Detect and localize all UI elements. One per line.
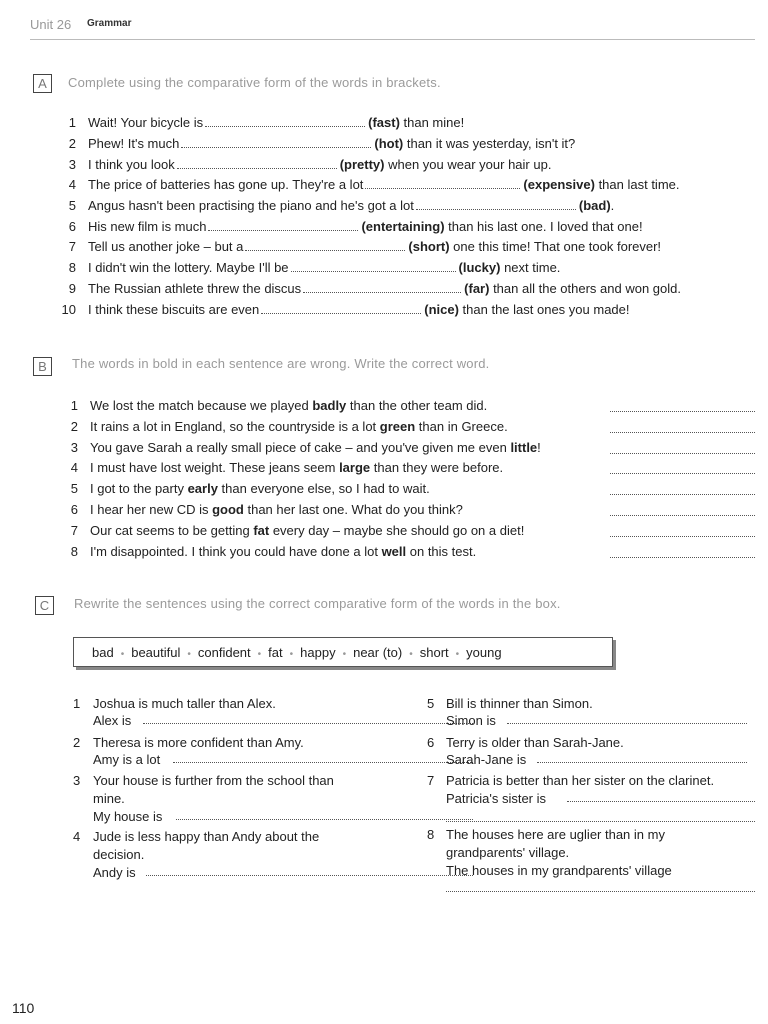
a-text-after: than all the others and won gold. — [489, 281, 681, 296]
item-number: 5 — [70, 481, 78, 496]
item-number: 1 — [73, 696, 81, 711]
a-text-after: when you wear your hair up. — [384, 157, 552, 172]
item-number: 7 — [68, 239, 76, 254]
b-text-before: You gave Sarah a really small piece of cake – and you've given me even — [90, 440, 511, 455]
c-prompt: Patricia's sister is — [446, 791, 547, 806]
item-number: 3 — [68, 157, 76, 172]
b-text-before: I hear her new CD is — [90, 502, 213, 517]
a-text-before: I think these biscuits are even — [88, 302, 260, 317]
answer-line[interactable] — [173, 751, 473, 763]
answer-blank[interactable] — [365, 177, 520, 189]
bracket-word: (hot) — [374, 136, 404, 151]
answer-blank[interactable] — [177, 157, 337, 169]
answer-line[interactable] — [610, 431, 755, 433]
bracket-word: (entertaining) — [361, 219, 445, 234]
c-sentence: Joshua is much taller than Alex. — [93, 696, 276, 711]
bracket-word: (far) — [464, 281, 490, 296]
answer-line[interactable] — [610, 514, 755, 516]
section-b-instruction: The words in bold in each sentence are wrong. Write the correct word. — [72, 356, 490, 371]
word-list — [92, 645, 502, 660]
c-sentence: Terry is older than Sarah-Jane. — [446, 735, 624, 750]
section-b-box: B — [33, 357, 52, 376]
answer-line-2[interactable] — [446, 810, 755, 822]
c-prompt: My house is — [93, 809, 163, 824]
item-number: 4 — [68, 177, 76, 192]
b-text-after: ! — [537, 440, 541, 455]
a-text-after: than his last one. I loved that one! — [444, 219, 643, 234]
c-sentence-cont: grandparents' village. — [446, 845, 570, 860]
box-word: confident — [197, 645, 251, 660]
page-header — [30, 15, 755, 40]
item-number: 3 — [73, 773, 81, 788]
item-number: 2 — [73, 735, 81, 750]
a-text-before: Wait! Your bicycle is — [88, 115, 204, 130]
c-prompt: The houses in my grandparents' village — [446, 863, 672, 878]
c-prompt: Andy is — [93, 865, 136, 880]
c-prompt: Alex is — [93, 713, 132, 728]
item-number: 4 — [70, 460, 78, 475]
a-text-after: one this time! That one took forever! — [449, 239, 662, 254]
b-text-after: than the other team did. — [346, 398, 488, 413]
answer-line[interactable] — [143, 712, 473, 724]
a-text-before: His new film is much — [88, 219, 207, 234]
box-word: near (to) — [353, 645, 403, 660]
b-text-after: every day – maybe she should go on a diet! — [269, 523, 525, 538]
bracket-word: (short) — [408, 239, 450, 254]
box-word: happy — [300, 645, 336, 660]
a-text-after: than mine! — [399, 115, 465, 130]
wrong-word: large — [339, 460, 371, 475]
section-c-box: C — [35, 596, 54, 615]
item-number: 4 — [73, 829, 81, 844]
box-word: fat — [268, 645, 283, 660]
a-text-after: than it was yesterday, isn't it? — [403, 136, 576, 151]
b-text-before: Our cat seems to be getting — [90, 523, 254, 538]
bracket-word: (nice) — [424, 302, 459, 317]
a-text-before: Phew! It's much — [88, 136, 180, 151]
answer-line[interactable] — [610, 472, 755, 474]
c-sentence: The houses here are uglier than in my — [446, 827, 665, 842]
section-a-box: A — [33, 74, 52, 93]
word-box — [73, 637, 613, 667]
c-sentence-cont: mine. — [93, 791, 125, 806]
a-text-before: Angus hasn't been practising the piano and he's got a lot — [88, 198, 414, 213]
answer-line[interactable] — [507, 712, 747, 724]
section-a-instruction: Complete using the comparative form of the words in brackets. — [68, 75, 441, 90]
answer-blank[interactable] — [205, 115, 365, 127]
answer-blank[interactable] — [303, 281, 461, 293]
bullet-separator: • — [289, 649, 294, 660]
item-number: 3 — [70, 440, 78, 455]
c-sentence-cont: decision. — [93, 847, 145, 862]
a-text-after: next time. — [500, 260, 561, 275]
answer-line[interactable] — [610, 493, 755, 495]
answer-line[interactable] — [610, 556, 755, 558]
section-label: Grammar — [87, 18, 132, 29]
answer-line[interactable] — [176, 808, 473, 820]
answer-blank[interactable] — [208, 219, 358, 231]
c-prompt: Amy is a lot — [93, 752, 161, 767]
a-text-before: Tell us another joke – but a — [88, 239, 244, 254]
c-sentence: Your house is further from the school than — [93, 773, 334, 788]
answer-line[interactable] — [610, 535, 755, 537]
bracket-word: (bad) — [578, 198, 611, 213]
bracket-word: (fast) — [368, 115, 400, 130]
box-word: bad — [92, 645, 114, 660]
item-number: 6 — [68, 219, 76, 234]
bullet-separator: • — [409, 649, 413, 660]
wrong-word: little — [510, 440, 538, 455]
bullet-separator: • — [257, 649, 262, 660]
item-number: 1 — [68, 115, 76, 130]
b-text-before: I got to the party — [90, 481, 188, 496]
bullet-separator: • — [120, 649, 125, 660]
bracket-word: (lucky) — [458, 260, 501, 275]
item-number: 7 — [427, 773, 435, 788]
c-prompt: Simon is — [446, 713, 496, 728]
b-text-before: We lost the match because we played — [90, 398, 313, 413]
item-number: 6 — [70, 502, 78, 517]
item-number: 8 — [68, 260, 76, 275]
b-text-after: than everyone else, so I had to wait. — [217, 481, 430, 496]
answer-blank[interactable] — [261, 302, 421, 314]
b-text-before: I'm disappointed. I think you could have done a lot — [90, 544, 382, 559]
answer-line[interactable] — [610, 452, 755, 454]
answer-line[interactable] — [537, 751, 747, 763]
item-number: 9 — [68, 281, 76, 296]
b-text-after: than they were before. — [370, 460, 504, 475]
a-text-after: than last time. — [594, 177, 680, 192]
a-text-after: . — [610, 198, 615, 213]
item-number: 10 — [61, 302, 76, 317]
bullet-separator: • — [455, 649, 460, 660]
unit-label: Unit 26 — [30, 17, 72, 32]
box-word: young — [466, 645, 502, 660]
wrong-word: well — [381, 544, 407, 559]
item-number: 5 — [68, 198, 76, 213]
answer-line[interactable] — [567, 790, 755, 802]
section-c-instruction: Rewrite the sentences using the correct comparative form of the words in the box. — [74, 596, 561, 611]
box-word: beautiful — [131, 645, 181, 660]
a-text-after: than the last ones you made! — [458, 302, 630, 317]
c-sentence: Patricia is better than her sister on the clarinet. — [446, 773, 715, 788]
item-number: 1 — [70, 398, 78, 413]
answer-line[interactable] — [146, 864, 473, 876]
answer-line[interactable] — [446, 880, 755, 892]
c-sentence: Jude is less happy than Andy about the — [93, 829, 320, 844]
wrong-word: badly — [312, 398, 347, 413]
b-text-after: than in Greece. — [415, 419, 508, 434]
c-sentence: Bill is thinner than Simon. — [446, 696, 593, 711]
b-text-after: than her last one. What do you think? — [243, 502, 463, 517]
c-sentence: Theresa is more confident than Amy. — [93, 735, 304, 750]
a-text-before: I didn't win the lottery. Maybe I'll be — [88, 260, 289, 275]
bullet-separator: • — [187, 649, 191, 660]
item-number: 6 — [427, 735, 435, 750]
b-text-before: I must have lost weight. These jeans seem — [90, 460, 340, 475]
a-text-before: The Russian athlete threw the discus — [88, 281, 302, 296]
b-text-before: It rains a lot in England, so the countryside is a lot — [90, 419, 380, 434]
item-number: 8 — [427, 827, 435, 842]
answer-blank[interactable] — [181, 136, 371, 148]
bullet-separator: • — [342, 649, 347, 660]
wrong-word: green — [379, 419, 416, 434]
a-text-before: The price of batteries has gone up. They're a lot — [88, 177, 364, 192]
answer-blank[interactable] — [291, 260, 456, 272]
answer-line[interactable] — [610, 410, 755, 412]
wrong-word: fat — [253, 523, 270, 538]
item-number: 2 — [70, 419, 78, 434]
item-number: 5 — [427, 696, 435, 711]
page-number: 110 — [12, 1000, 35, 1016]
item-number: 7 — [70, 523, 78, 538]
bracket-word: (pretty) — [339, 157, 385, 172]
answer-blank[interactable] — [416, 198, 576, 210]
a-text-before: I think you look — [88, 157, 175, 172]
box-word: short — [419, 645, 449, 660]
b-text-after: on this test. — [406, 544, 477, 559]
c-prompt: Sarah-Jane is — [446, 752, 527, 767]
item-number: 8 — [70, 544, 78, 559]
wrong-word: good — [212, 502, 244, 517]
bracket-word: (expensive) — [523, 177, 595, 192]
answer-blank[interactable] — [245, 239, 405, 251]
wrong-word: early — [187, 481, 218, 496]
item-number: 2 — [68, 136, 76, 151]
